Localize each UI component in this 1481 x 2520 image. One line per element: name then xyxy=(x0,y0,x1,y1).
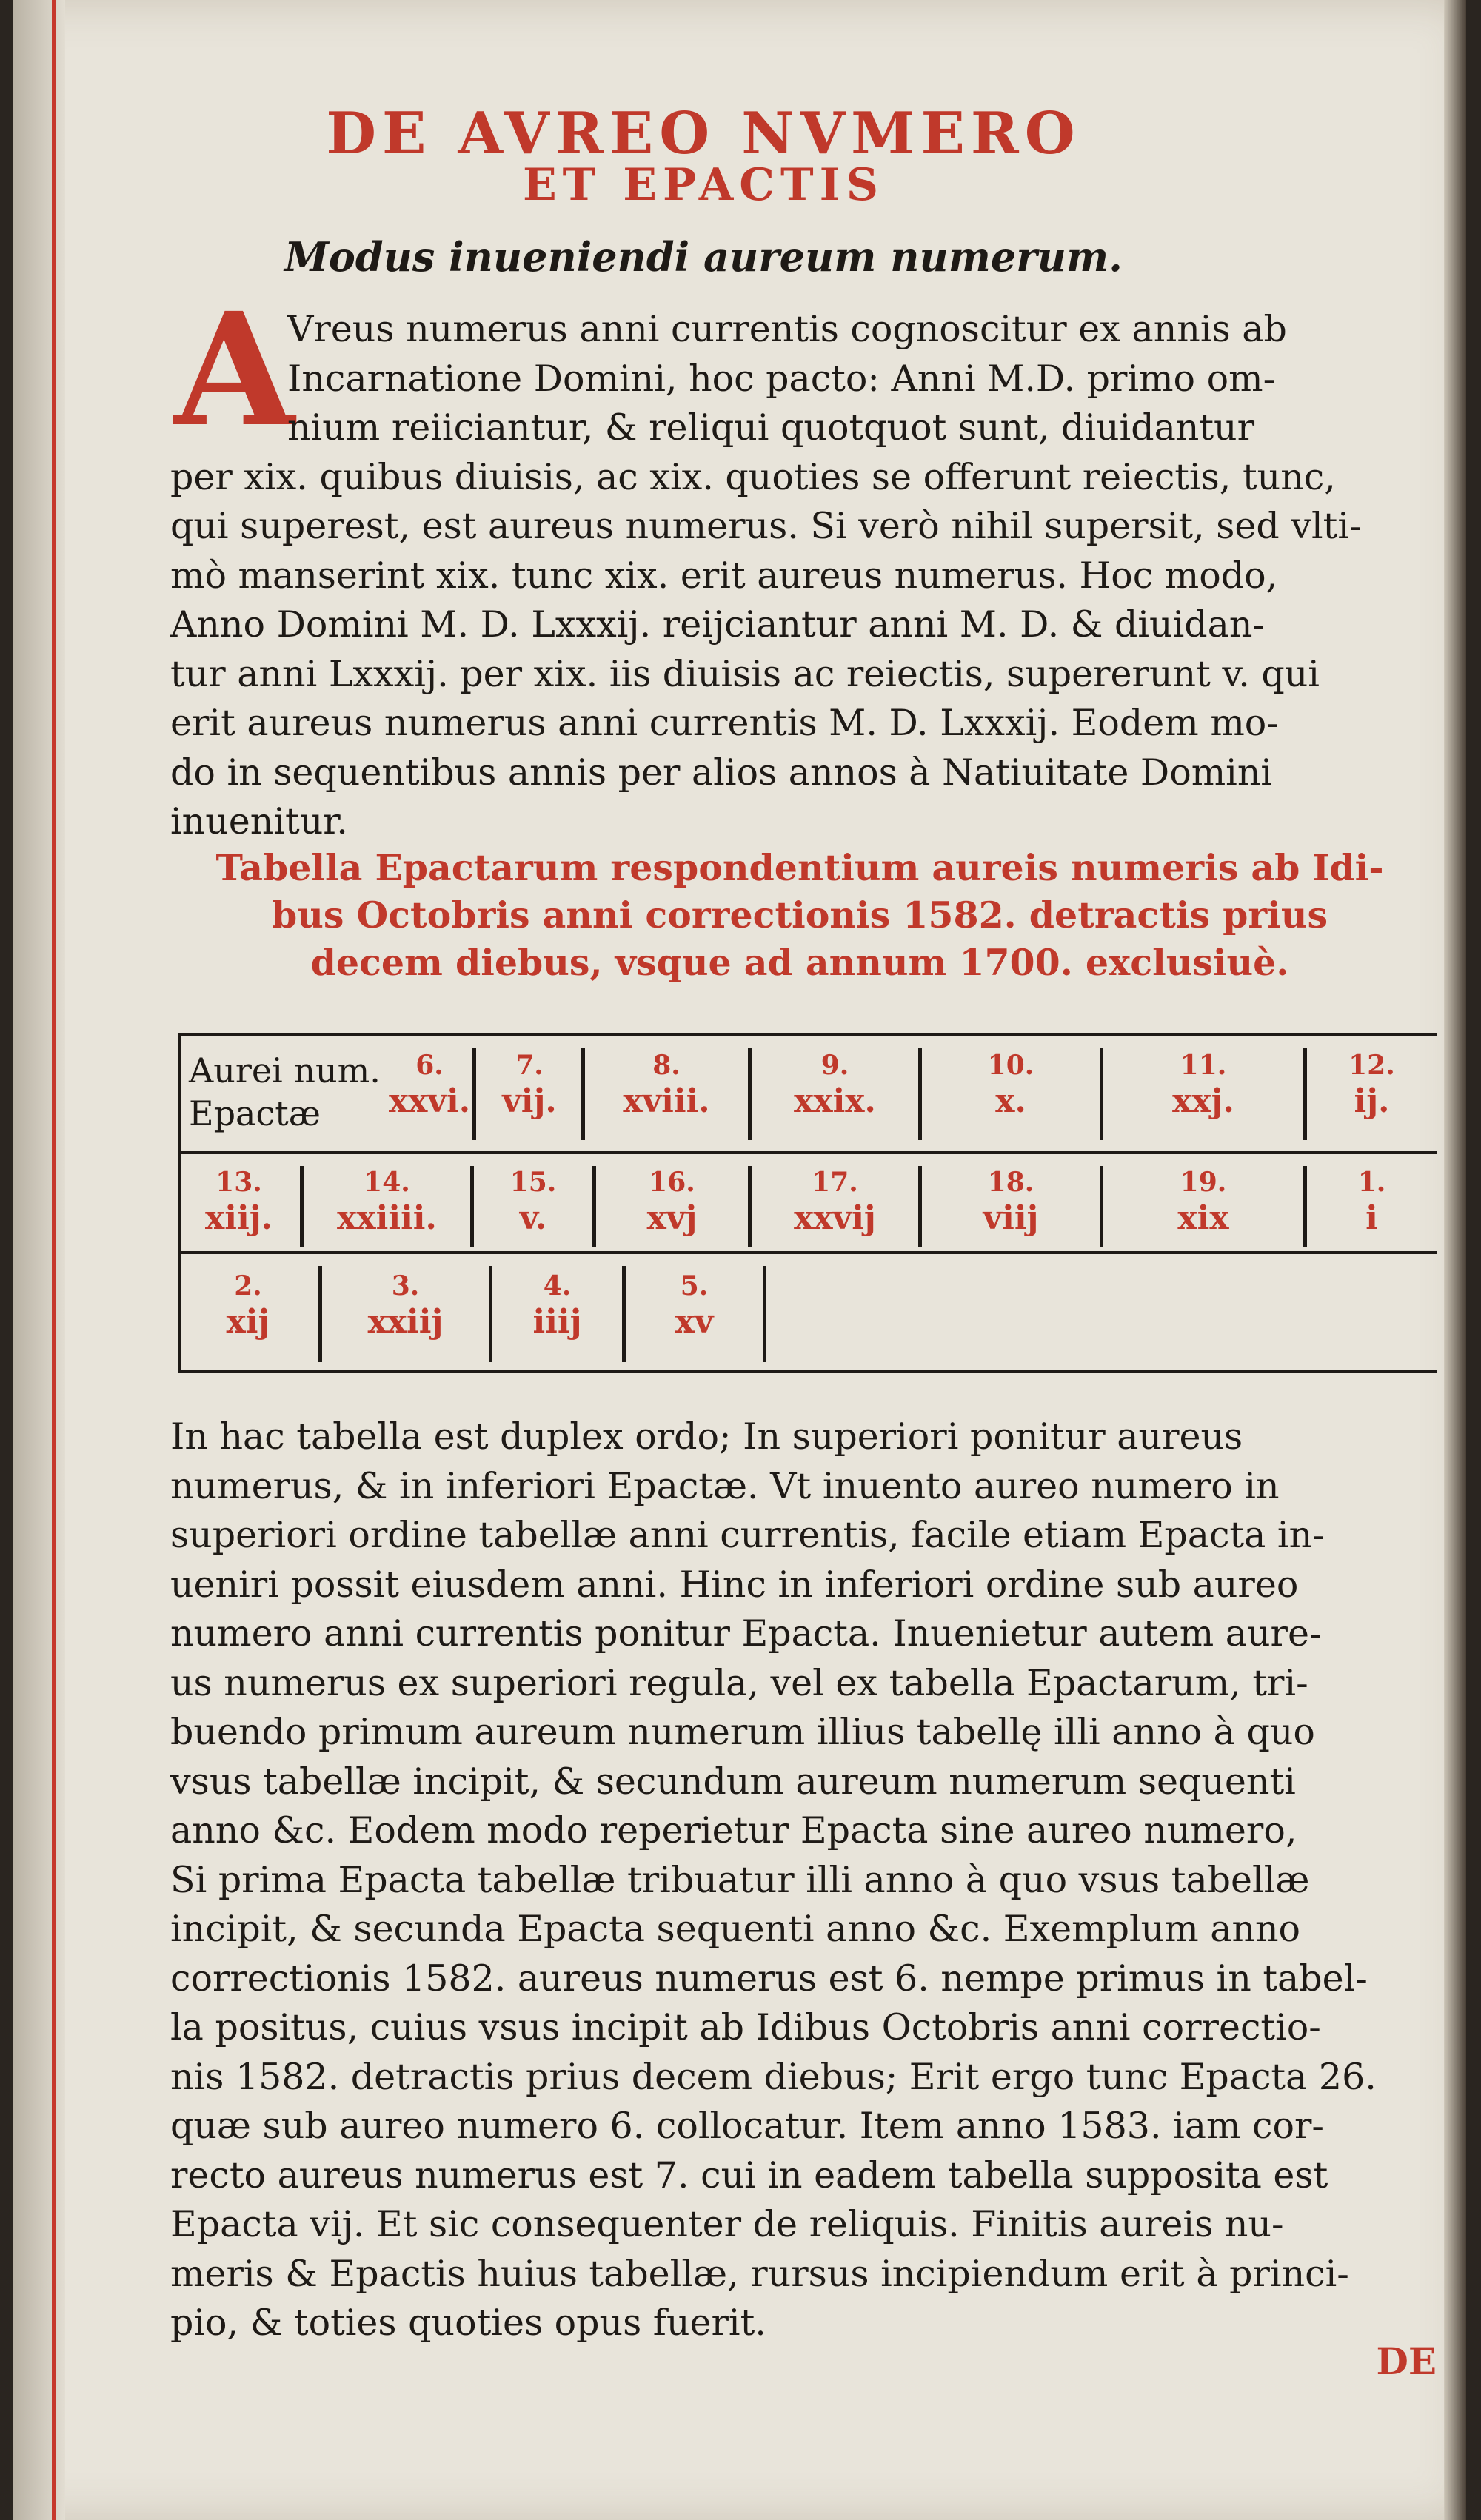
page-gutter xyxy=(13,0,65,2520)
table-rule xyxy=(178,1033,1437,1036)
epact-value: xij xyxy=(226,1303,270,1341)
body-line: incipit, & secunda Epacta sequenti anno &c. Exemplum anno xyxy=(170,1908,1301,1950)
intro-line: tur anni Lxxxij. per xix. iis diuisis ac reiectis, supererunt v. qui xyxy=(170,652,1320,695)
epact-value: i xyxy=(1365,1199,1378,1237)
epact-value: ij. xyxy=(1354,1082,1390,1120)
catchword: DE xyxy=(1376,2339,1437,2383)
caption-line: bus Octobris anni correctionis 1582. detractis prius xyxy=(271,894,1328,936)
epact-table xyxy=(178,1033,1437,1388)
epact-value: viij xyxy=(983,1199,1039,1237)
red-margin-rule xyxy=(52,0,56,2520)
epact-value: xxj. xyxy=(1172,1082,1234,1120)
table-rule xyxy=(178,1151,1437,1154)
golden-number: 8. xyxy=(652,1050,681,1081)
golden-number: 16. xyxy=(649,1167,695,1198)
body-line: nis 1582. detractis prius decem diebus; Erit ergo tunc Epacta 26. xyxy=(170,2055,1377,2098)
golden-number: 4. xyxy=(543,1270,572,1301)
table-cell xyxy=(752,1166,918,1239)
title-line-1: DE AVREO NVMERO xyxy=(326,100,1081,167)
epact-value: v. xyxy=(519,1199,547,1237)
body-line: numerus, & in inferiori Epactæ. Vt inuento aureo numero in xyxy=(170,1464,1280,1507)
epact-value: x. xyxy=(995,1082,1026,1120)
body-line: buendo primum aureum numerum illius tabellę illi anno à quo xyxy=(170,1711,1315,1753)
body-line: la positus, cuius vsus incipit ab Idibus Octobris anni correctio- xyxy=(170,2006,1321,2048)
table-cell xyxy=(1307,1049,1437,1122)
epact-value: xvj xyxy=(646,1199,698,1237)
golden-number: 1. xyxy=(1357,1167,1386,1198)
subtitle: Modus inueniendi aureum numerum. xyxy=(284,233,1123,281)
body-line: correctionis 1582. aureus numerus est 6. nempe primus in tabel- xyxy=(170,1957,1368,2000)
intro-line: Incarnatione Domini, hoc pacto: Anni M.D. primo om- xyxy=(287,357,1276,400)
body-line: meris & Epactis huius tabellæ, rursus incipiendum erit à princi- xyxy=(170,2252,1349,2295)
table-cell xyxy=(385,1049,474,1122)
epact-value: xxix. xyxy=(794,1082,876,1120)
table-cell xyxy=(922,1166,1100,1239)
body-line: superiori ordine tabellæ anni currentis, facile etiam Epacta in- xyxy=(170,1514,1325,1556)
title-line-2: ET EPACTIS xyxy=(522,159,885,211)
row-label-epactae: Epactæ xyxy=(189,1093,321,1133)
intro-line: Vreus numerus anni currentis cognoscitur ex annis ab xyxy=(287,308,1287,350)
epact-value: iiij xyxy=(532,1303,582,1341)
golden-number: 17. xyxy=(812,1167,858,1198)
table-cell xyxy=(922,1049,1100,1122)
table-cell xyxy=(478,1049,581,1122)
intro-line: mò manserint xix. tunc xix. erit aureus numerus. Hoc modo, xyxy=(170,554,1278,597)
golden-number: 9. xyxy=(820,1050,849,1081)
table-cell xyxy=(492,1270,622,1342)
table-cell xyxy=(1307,1166,1437,1239)
table-cell xyxy=(1103,1049,1303,1122)
golden-number: 10. xyxy=(987,1050,1034,1081)
epact-value: xxvi. xyxy=(388,1082,471,1120)
golden-number: 18. xyxy=(987,1167,1034,1198)
table-rule xyxy=(763,1266,766,1362)
body-line: ueniri possit eiusdem anni. Hinc in inferiori ordine sub aureo xyxy=(170,1563,1299,1606)
page-edge xyxy=(1444,0,1466,2520)
table-cell xyxy=(178,1166,300,1239)
body-line: pio, & toties quoties opus fuerit. xyxy=(170,2302,766,2344)
golden-number: 11. xyxy=(1180,1050,1227,1081)
epact-value: xxvij xyxy=(794,1199,876,1237)
body-line: recto aureus numerus est 7. cui in eadem tabella supposita est xyxy=(170,2154,1328,2196)
drop-capital: A xyxy=(174,278,295,461)
body-line: vsus tabellæ incipit, & secundum aureum numerum sequenti xyxy=(170,1760,1296,1803)
intro-paragraph xyxy=(170,305,1429,847)
intro-line: Anno Domini M. D. Lxxxij. reijciantur anni M. D. & diuidan- xyxy=(170,603,1265,646)
table-cell xyxy=(752,1049,918,1122)
table-rule xyxy=(178,1370,1437,1373)
intro-line: nium reiiciantur, & reliqui quotquot sunt, diuidantur xyxy=(287,406,1255,449)
intro-line: qui superest, est aureus numerus. Si verò nihil supersit, sed vlti- xyxy=(170,505,1362,547)
golden-number: 19. xyxy=(1180,1167,1227,1198)
golden-number: 15. xyxy=(509,1167,557,1198)
table-cell xyxy=(304,1166,470,1239)
table-cell xyxy=(322,1270,489,1342)
body-line: Epacta vij. Et sic consequenter de reliquis. Finitis aureis nu- xyxy=(170,2203,1284,2245)
table-cell xyxy=(474,1166,592,1239)
body-line: us numerus ex superiori regula, vel ex tabella Epactarum, tri- xyxy=(170,1661,1308,1704)
epact-value: xiij. xyxy=(205,1199,273,1237)
body-line: In hac tabella est duplex ordo; In superiori ponitur aureus xyxy=(170,1415,1243,1458)
body-paragraph xyxy=(170,1413,1429,2348)
row-label-aurei: Aurei num. xyxy=(189,1050,381,1090)
body-line: quæ sub aureo numero 6. collocatur. Item anno 1583. iam cor- xyxy=(170,2105,1324,2147)
golden-number: 3. xyxy=(391,1270,420,1301)
table-cell xyxy=(178,1270,318,1342)
intro-line: per xix. quibus diuisis, ac xix. quoties se offerunt reiectis, tunc, xyxy=(170,455,1336,498)
table-cell xyxy=(626,1270,763,1342)
golden-number: 13. xyxy=(215,1167,262,1198)
epact-value: xv xyxy=(675,1303,714,1341)
body-line: numero anni currentis ponitur Epacta. Inuenietur autem aure- xyxy=(170,1612,1322,1655)
golden-number: 2. xyxy=(234,1270,262,1301)
epact-value: xxiiii. xyxy=(337,1199,437,1237)
body-line: Si prima Epacta tabellæ tribuatur illi anno à quo vsus tabellæ xyxy=(170,1858,1310,1901)
intro-line: erit aureus numerus anni currentis M. D. Lxxxij. Eodem mo- xyxy=(170,702,1279,744)
golden-number: 12. xyxy=(1348,1050,1395,1081)
epact-value: xix xyxy=(1177,1199,1229,1237)
table-rule xyxy=(178,1251,1437,1254)
epact-value: vij. xyxy=(502,1082,557,1120)
epact-value: xxiij xyxy=(367,1303,444,1341)
golden-number: 7. xyxy=(515,1050,544,1081)
table-caption xyxy=(170,844,1429,986)
table-cell xyxy=(585,1049,748,1122)
epact-value: xviii. xyxy=(623,1082,710,1120)
golden-number: 14. xyxy=(364,1167,410,1198)
table-cell xyxy=(1103,1166,1303,1239)
golden-number: 5. xyxy=(680,1270,709,1301)
caption-line: Tabella Epactarum respondentium aureis numeris ab Idi- xyxy=(215,846,1384,889)
golden-number: 6. xyxy=(415,1050,444,1081)
body-line: anno &c. Eodem modo reperietur Epacta sine aureo numero, xyxy=(170,1809,1297,1852)
table-cell xyxy=(596,1166,748,1239)
intro-line: inuenitur. xyxy=(170,800,348,842)
intro-line: do in sequentibus annis per alios annos à Natiuitate Domini xyxy=(170,751,1273,794)
caption-line: decem diebus, vsque ad annum 1700. exclusiuè. xyxy=(310,941,1289,984)
